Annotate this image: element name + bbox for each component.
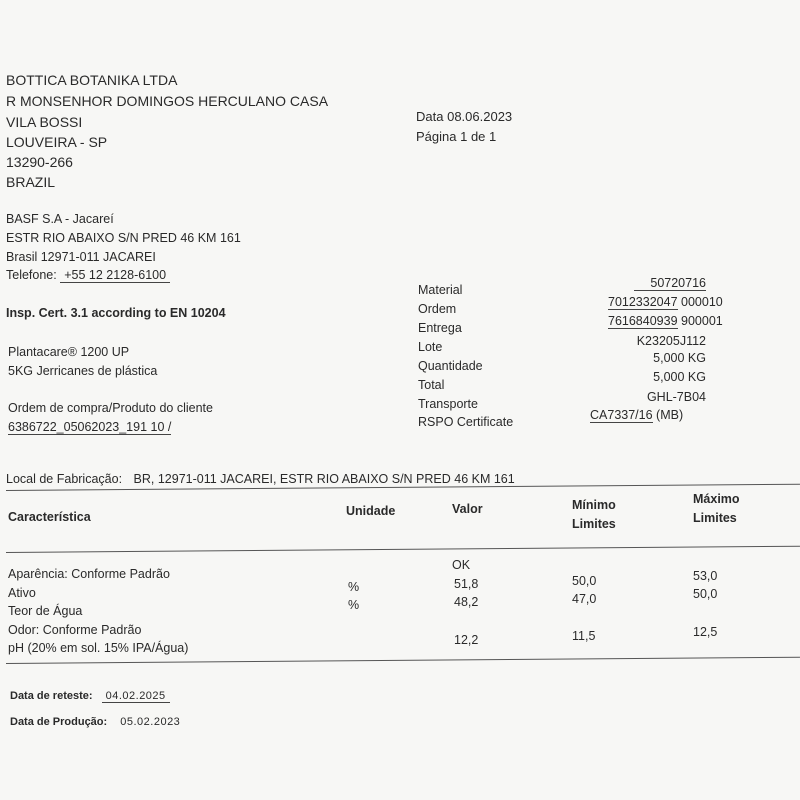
transporte-value: GHL-7B04: [646, 390, 706, 404]
recipient-line: 13290-266: [6, 154, 73, 170]
cell-caracteristica: Teor de Água: [8, 604, 83, 618]
cell-unidade: %: [348, 580, 360, 594]
table-bottom-divider: [6, 657, 800, 664]
recipient-line: LOUVEIRA - SP: [6, 134, 108, 150]
quantidade-value: 5,000 KG: [653, 351, 706, 365]
header-maximo: Máximo: [693, 492, 740, 506]
total-label: Total: [418, 378, 445, 392]
cell-caracteristica: Aparência: Conforme Padrão: [8, 567, 170, 581]
cell-minimo: 11,5: [572, 629, 596, 643]
cell-maximo: 50,0: [693, 587, 718, 601]
cell-maximo: 53,0: [693, 569, 718, 583]
entrega-label: Entrega: [418, 321, 462, 335]
product-packaging: 5KG Jerricanes de plástica: [8, 364, 158, 378]
retest-date: Data de reteste: 04.02.2025: [10, 690, 170, 702]
document-date: Data 08.06.2023: [416, 109, 513, 124]
header-caracteristica: Característica: [8, 510, 91, 524]
table-header-divider: [6, 546, 800, 553]
manufacture-location: Local de Fabricação: BR, 12971-011 JACAREI, ESTR RIO ABAIXO S/N PRED 46 KM 161: [6, 472, 515, 486]
cell-caracteristica: Ativo: [8, 586, 36, 600]
header-minimo: Mínimo: [572, 498, 616, 512]
product-name: Plantacare® 1200 UP: [8, 345, 130, 359]
header-unidade: Unidade: [346, 504, 396, 518]
lote-label: Lote: [418, 340, 443, 354]
cell-caracteristica: pH (20% em sol. 15% IPA/Água): [8, 641, 189, 655]
cell-valor: 12,2: [454, 633, 479, 647]
transporte-label: Transporte: [418, 397, 478, 411]
rspo-value: CA7337/16 (MB): [590, 408, 684, 422]
header-minimo-limites: Limites: [572, 517, 616, 531]
header-valor: Valor: [452, 502, 483, 516]
recipient-line: R MONSENHOR DOMINGOS HERCULANO CASA: [6, 93, 329, 109]
production-date: Data de Produção: 05.02.2023: [10, 716, 181, 728]
quantidade-label: Quantidade: [418, 359, 483, 373]
lote-value: K23205J112: [636, 334, 706, 348]
material-value: 50720716: [634, 276, 706, 291]
cell-minimo: 50,0: [572, 574, 597, 588]
rspo-label: RSPO Certificate: [418, 415, 514, 429]
issuer-phone: Telefone: +55 12 2128-6100: [6, 268, 170, 282]
cell-valor: OK: [452, 558, 471, 572]
material-label: Material: [418, 283, 463, 297]
entrega-value: 7616840939 900001: [608, 314, 723, 328]
issuer-street: ESTR RIO ABAIXO S/N PRED 46 KM 161: [6, 231, 241, 245]
ordem-value: 7012332047 000010: [608, 295, 723, 309]
header-maximo-limites: Limites: [693, 511, 737, 525]
page-number: Página 1 de 1: [416, 129, 497, 144]
cell-valor: 48,2: [454, 595, 479, 609]
cell-caracteristica: Odor: Conforme Padrão: [8, 623, 142, 637]
recipient-line: BOTTICA BOTANIKA LTDA: [6, 72, 178, 88]
cell-unidade: %: [348, 598, 360, 612]
total-value: 5,000 KG: [653, 370, 706, 384]
order-value: 6386722_05062023_191 10 /: [8, 420, 172, 434]
recipient-line: BRAZIL: [6, 174, 56, 190]
issuer-city: Brasil 12971-011 JACAREI: [6, 250, 156, 264]
certificate-title: Insp. Cert. 3.1 according to EN 10204: [6, 306, 226, 320]
order-label: Ordem de compra/Produto do cliente: [8, 401, 213, 415]
cell-maximo: 12,5: [693, 625, 718, 639]
cell-minimo: 47,0: [572, 592, 597, 606]
recipient-line: VILA BOSSI: [6, 114, 83, 130]
ordem-label: Ordem: [418, 302, 457, 316]
cell-valor: 51,8: [454, 577, 479, 591]
issuer-name: BASF S.A - Jacareí: [6, 212, 114, 226]
